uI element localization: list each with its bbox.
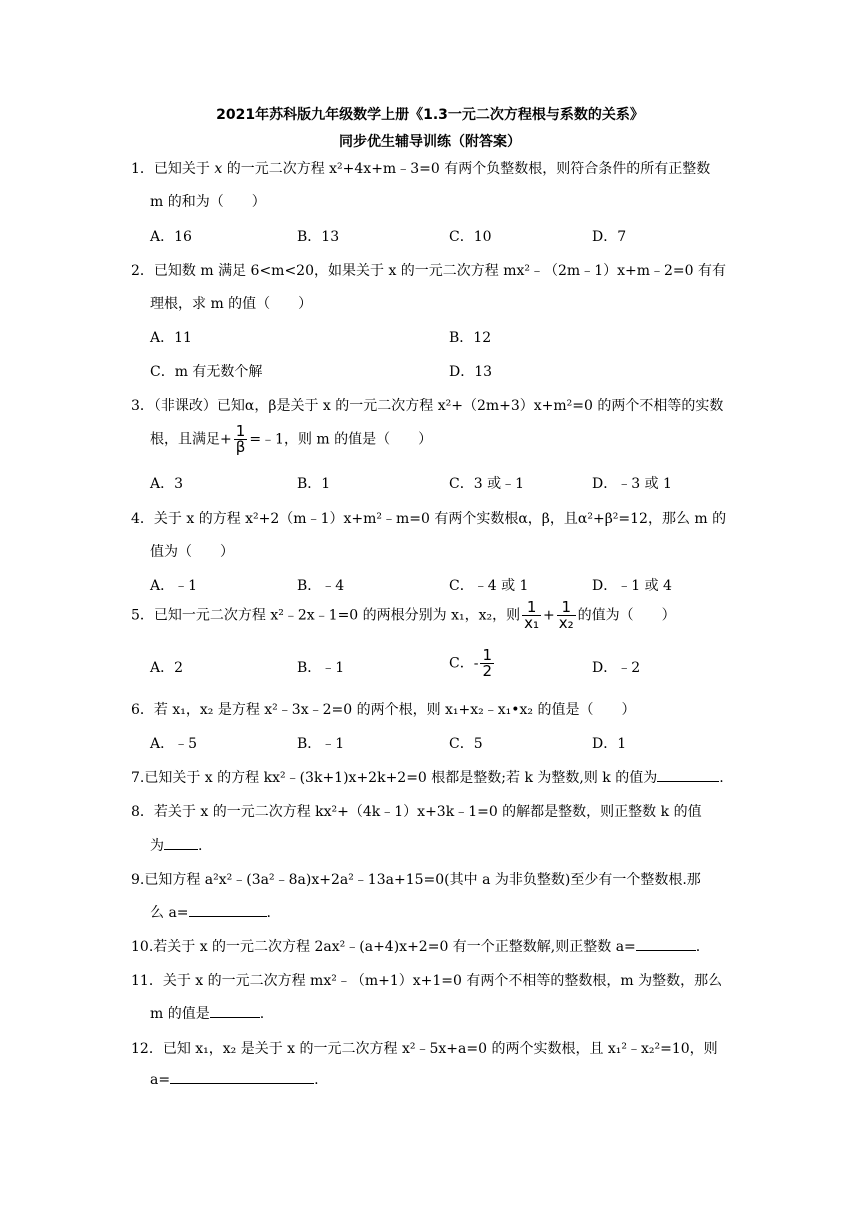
q7-answer-blank[interactable] (657, 769, 719, 782)
q10-end: . (695, 939, 701, 955)
q9-cont: 么 a= (150, 905, 189, 921)
q5-optc-den: 2 (482, 662, 492, 680)
q11-cont: m 的值是 (150, 1006, 210, 1022)
q5-option-c-sign: - (473, 655, 479, 672)
question-9: 9.已知方程 a²x²﹣(3a²﹣8a)x+2a²﹣13a+15=0(其中 a 为非负整数)至少有一个整数根.那 (131, 872, 701, 888)
q8-answer-blank[interactable] (164, 837, 198, 850)
q6-option-a[interactable]: A．﹣5 (150, 736, 198, 752)
q11-end: . (259, 1006, 265, 1022)
q5-frac1-den: x₁ (524, 614, 540, 632)
q8-cont: 为 (150, 838, 164, 854)
q10-answer-blank[interactable] (636, 938, 696, 951)
q6-option-b[interactable]: B．﹣1 (297, 736, 345, 752)
question-12-cont (150, 1071, 750, 1088)
question-3: 3．（非课改）已知α，β是关于 x 的一元二次方程 x²+（2m+3）x+m²=0 的两个不相等的实数 (131, 398, 724, 414)
q3-frac-num: 1 (234, 424, 248, 440)
question-9-cont (150, 902, 750, 922)
q5-optc-num: 1 (482, 646, 492, 664)
question-12: 12．已知 x₁，x₂ 是关于 x 的一元二次方程 x²﹣5x+a=0 的两个实数根，且 x₁²﹣x₂²=10，则 (131, 1041, 718, 1057)
q5-option-b[interactable]: B．﹣1 (297, 660, 345, 676)
q7-text: 7.已知关于 x 的方程 kx²﹣(3k+1)x+2k+2=0 根都是整数;若 k 为整数,则 k 的值为 (131, 770, 658, 786)
q1-option-d[interactable]: D．7 (592, 229, 627, 245)
q11-answer-blank[interactable] (210, 1005, 260, 1018)
question-6: 6．若 x₁，x₂ 是方程 x²﹣3x﹣2=0 的两个根，则 x₁+x₂﹣x₁•x₂ 的值是（ ） (131, 702, 636, 718)
q5-text-a: 5．已知一元二次方程 x²﹣2x﹣1=0 的两根分别为 x₁，x₂，则 (131, 607, 521, 624)
question-8-cont (150, 835, 750, 855)
q3-option-d[interactable]: D．﹣3 或 1 (592, 476, 672, 492)
q5-option-c-fraction (480, 648, 494, 679)
q2-option-d[interactable]: D．13 (449, 364, 493, 380)
question-10 (131, 936, 731, 956)
question-3-cont (150, 424, 750, 455)
document-subtitle: 同步优生辅导训练（附答案） (339, 134, 521, 150)
q5-option-d[interactable]: D．﹣2 (592, 660, 641, 676)
q7-end: . (719, 770, 724, 786)
q3-option-b[interactable]: B．1 (297, 476, 331, 492)
q3-fraction (234, 424, 248, 455)
q5-frac2-den: x₂ (558, 614, 574, 632)
q1-option-c[interactable]: C．10 (449, 229, 492, 245)
q5-frac2-num: 1 (557, 600, 576, 616)
q5-plus: + (543, 607, 555, 624)
question-11: 11．关于 x 的一元二次方程 mx²﹣（m+1）x+1=0 有两个不相等的整数根，m 为整数，那么 (131, 973, 723, 989)
q4-option-d[interactable]: D．﹣1 或 4 (592, 578, 672, 594)
question-2: 2．已知数 m 满足 6<m<20，如果关于 x 的一元二次方程 mx²﹣（2m﹣1）x+m﹣2=0 有有 (131, 263, 727, 279)
q6-option-d[interactable]: D．1 (592, 736, 627, 752)
q4-option-c[interactable]: C．﹣4 或 1 (449, 578, 529, 594)
q1-option-b[interactable]: B．13 (297, 229, 340, 245)
document-title: 2021年苏科版九年级数学上册《1.3一元二次方程根与系数的关系》 (216, 107, 644, 123)
q3-frac-den: β (235, 438, 246, 456)
q5-fraction-2 (557, 600, 576, 631)
q1-var-x: x (214, 161, 223, 177)
q5-text-b: 的值为（ ） (577, 607, 676, 624)
q1-option-a[interactable]: A．16 (150, 229, 192, 245)
question-1-cont: m 的和为（ ） (150, 194, 266, 210)
q8-end: . (198, 838, 203, 854)
q1-text-a: 1．已知关于 (131, 161, 215, 177)
q5-frac1-num: 1 (522, 600, 541, 616)
q9-end: . (266, 905, 271, 921)
q9-answer-blank[interactable] (189, 904, 267, 917)
q12-answer-blank[interactable] (170, 1071, 314, 1084)
q5-fraction-1 (522, 600, 541, 631)
question-8: 8．若关于 x 的一元二次方程 kx²+（4k﹣1）x+3k﹣1=0 的解都是整数，则正整数 k 的值 (131, 804, 702, 820)
q5-option-c[interactable] (449, 648, 496, 679)
q3-cont-a: 根，且满足+ (150, 431, 232, 448)
q5-option-c-prefix: C． (449, 655, 474, 672)
q2-option-c[interactable]: C．m 有无数个解 (150, 364, 263, 380)
q12-end: . (314, 1072, 319, 1088)
q4-option-b[interactable]: B．﹣4 (297, 578, 345, 594)
q3-option-c[interactable]: C．3 或﹣1 (449, 476, 524, 492)
question-1 (131, 158, 731, 178)
q4-option-a[interactable]: A．﹣1 (150, 578, 198, 594)
q3-option-a[interactable]: A．3 (150, 476, 184, 492)
question-11-cont (150, 1003, 750, 1023)
question-4-cont: 值为（ ） (150, 544, 234, 560)
q2-option-b[interactable]: B．12 (449, 330, 492, 346)
question-2-cont: 理根，求 m 的值（ ） (150, 296, 313, 312)
question-7 (131, 767, 731, 787)
q3-cont-b: =﹣1，则 m 的值是（ ） (249, 431, 433, 448)
q5-option-a[interactable]: A．2 (150, 660, 184, 676)
q6-option-c[interactable]: C．5 (449, 736, 483, 752)
q12-cont: a= (150, 1072, 171, 1088)
question-5 (131, 600, 731, 631)
q10-text: 10.若关于 x 的一元二次方程 2ax²﹣(a+4)x+2=0 有一个正整数解,则正整数 a= (131, 939, 636, 955)
q1-text-b: 的一元二次方程 x²+4x+m﹣3=0 有两个负整数根，则符合条件的所有正整数 (222, 161, 711, 177)
q2-option-a[interactable]: A．11 (150, 330, 192, 346)
question-4: 4．关于 x 的方程 x²+2（m﹣1）x+m²﹣m=0 有两个实数根α，β，且α²+β²=12，那么 m 的 (131, 511, 727, 527)
